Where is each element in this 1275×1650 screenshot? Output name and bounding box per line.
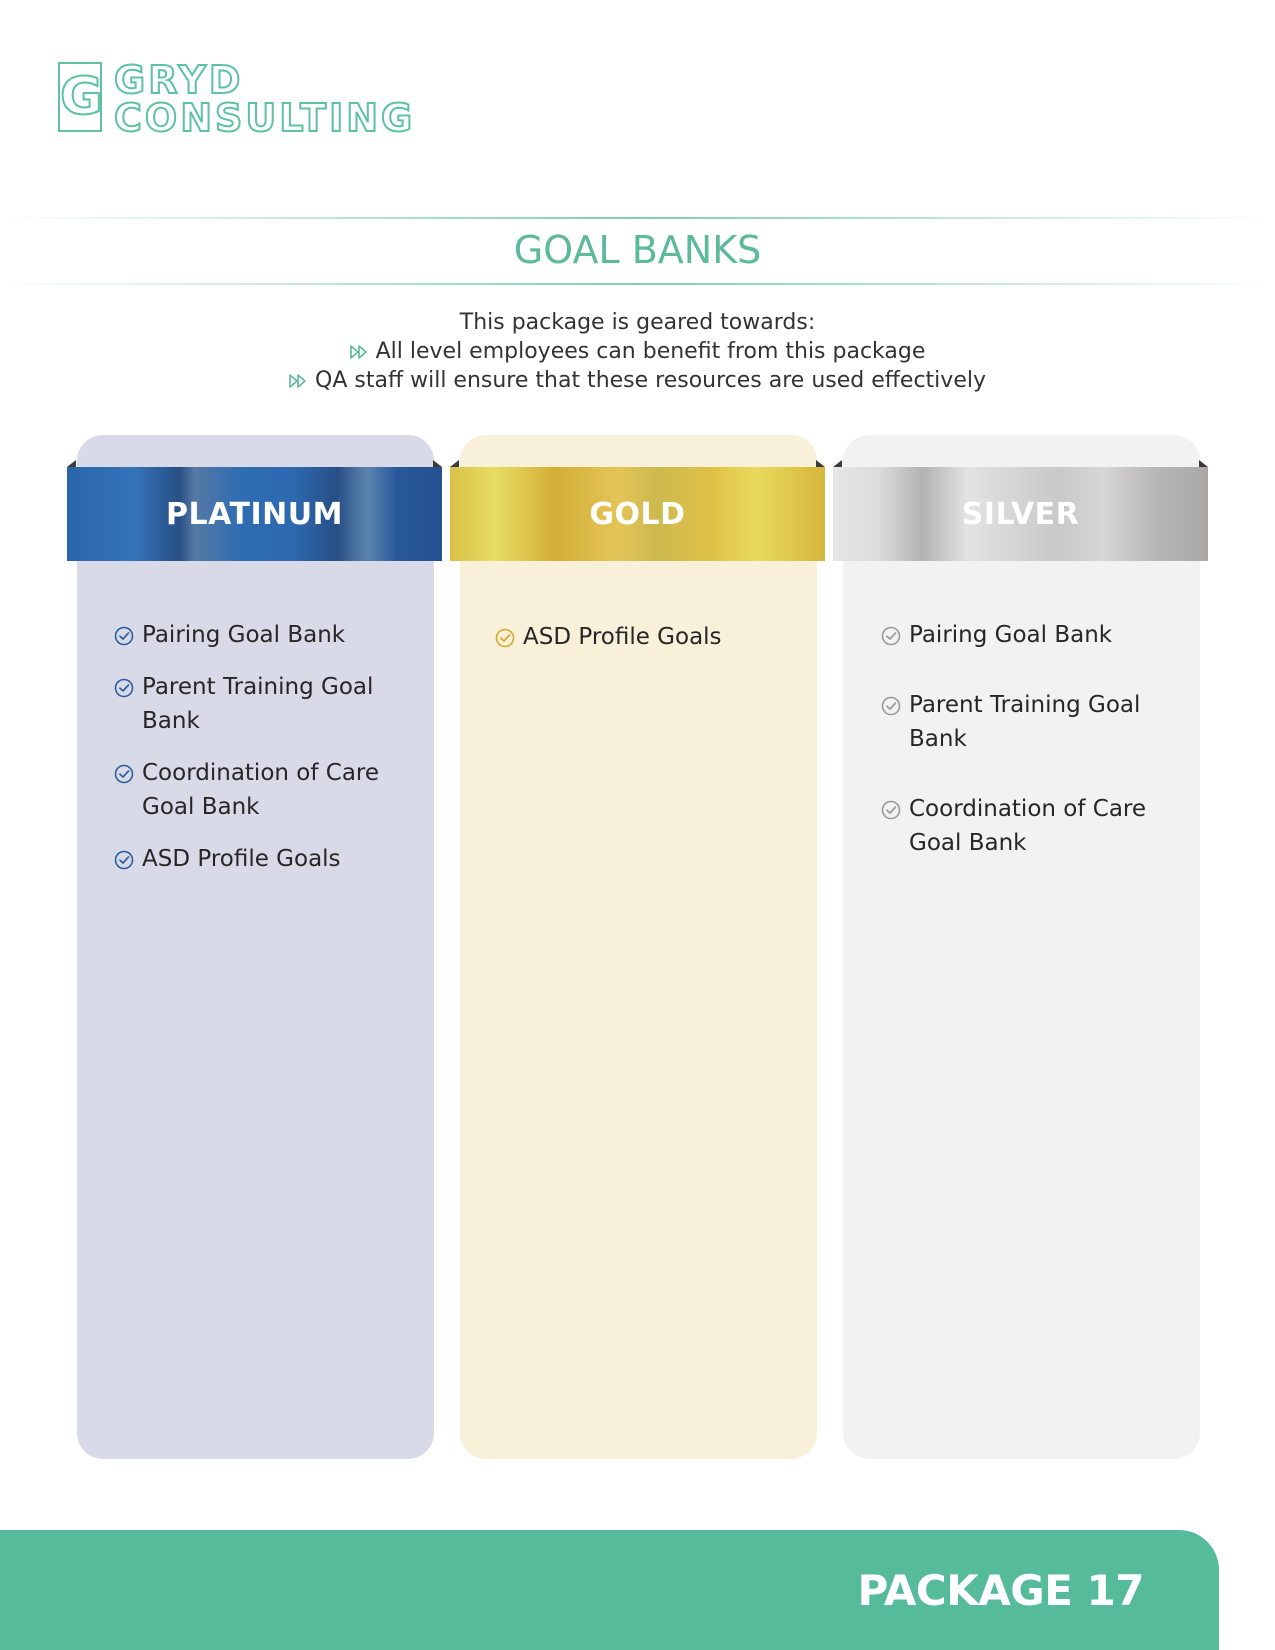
list-item-text: ASD Profile Goals — [523, 624, 722, 650]
list-item — [114, 842, 414, 876]
intro-bullet-text: QA staff will ensure that these resources are used effectively — [315, 368, 986, 393]
list-item — [114, 756, 414, 824]
intro-bullet-text: All level employees can benefit from this package — [375, 339, 926, 364]
fast-forward-icon — [289, 373, 307, 389]
intro-section — [0, 308, 1275, 395]
platinum-item-list — [114, 618, 414, 894]
intro-lead: This package is geared towards: — [459, 310, 816, 335]
check-circle-icon — [114, 626, 134, 646]
list-item-text: Parent Training Goal Bank — [909, 692, 1141, 752]
silver-item-list — [881, 618, 1181, 896]
list-item-text: Pairing Goal Bank — [909, 622, 1113, 648]
intro-bullet — [0, 366, 1275, 395]
page-title: GOAL BANKS — [513, 228, 762, 272]
gold-item-list — [495, 620, 785, 654]
list-item — [881, 688, 1181, 756]
silver-banner: SILVER — [833, 467, 1208, 561]
company-logo — [58, 58, 418, 140]
platinum-card — [77, 435, 434, 1459]
check-circle-icon — [495, 628, 515, 648]
list-item-text: Coordination of Care Goal Bank — [909, 796, 1147, 856]
title-divider-top — [0, 217, 1275, 219]
title-divider-bottom — [0, 283, 1275, 285]
list-item — [495, 620, 785, 654]
list-item — [114, 618, 414, 652]
check-circle-icon — [881, 626, 901, 646]
list-item — [881, 618, 1181, 652]
platinum-banner: PLATINUM — [67, 467, 442, 561]
fast-forward-icon — [350, 344, 368, 360]
logo-line-2: CONSULTING — [114, 96, 416, 140]
footer-band — [0, 1530, 1219, 1650]
check-circle-icon — [114, 764, 134, 784]
check-circle-icon — [881, 800, 901, 820]
list-item — [881, 792, 1181, 860]
check-circle-icon — [114, 678, 134, 698]
package-label: PACKAGE 17 — [857, 1566, 1144, 1615]
gold-card — [460, 435, 817, 1459]
list-item-text: Parent Training Goal Bank — [142, 674, 374, 734]
gold-banner: GOLD — [450, 467, 825, 561]
list-item — [114, 670, 414, 738]
list-item-text: Coordination of Care Goal Bank — [142, 760, 380, 820]
list-item-text: ASD Profile Goals — [142, 846, 341, 872]
logo-letter: G — [60, 67, 103, 127]
silver-card — [843, 435, 1200, 1459]
list-item-text: Pairing Goal Bank — [142, 622, 346, 648]
check-circle-icon — [881, 696, 901, 716]
logo-line-1: GRYD — [114, 58, 244, 102]
intro-bullet — [0, 337, 1275, 366]
check-circle-icon — [114, 850, 134, 870]
logo-mark — [58, 62, 102, 132]
